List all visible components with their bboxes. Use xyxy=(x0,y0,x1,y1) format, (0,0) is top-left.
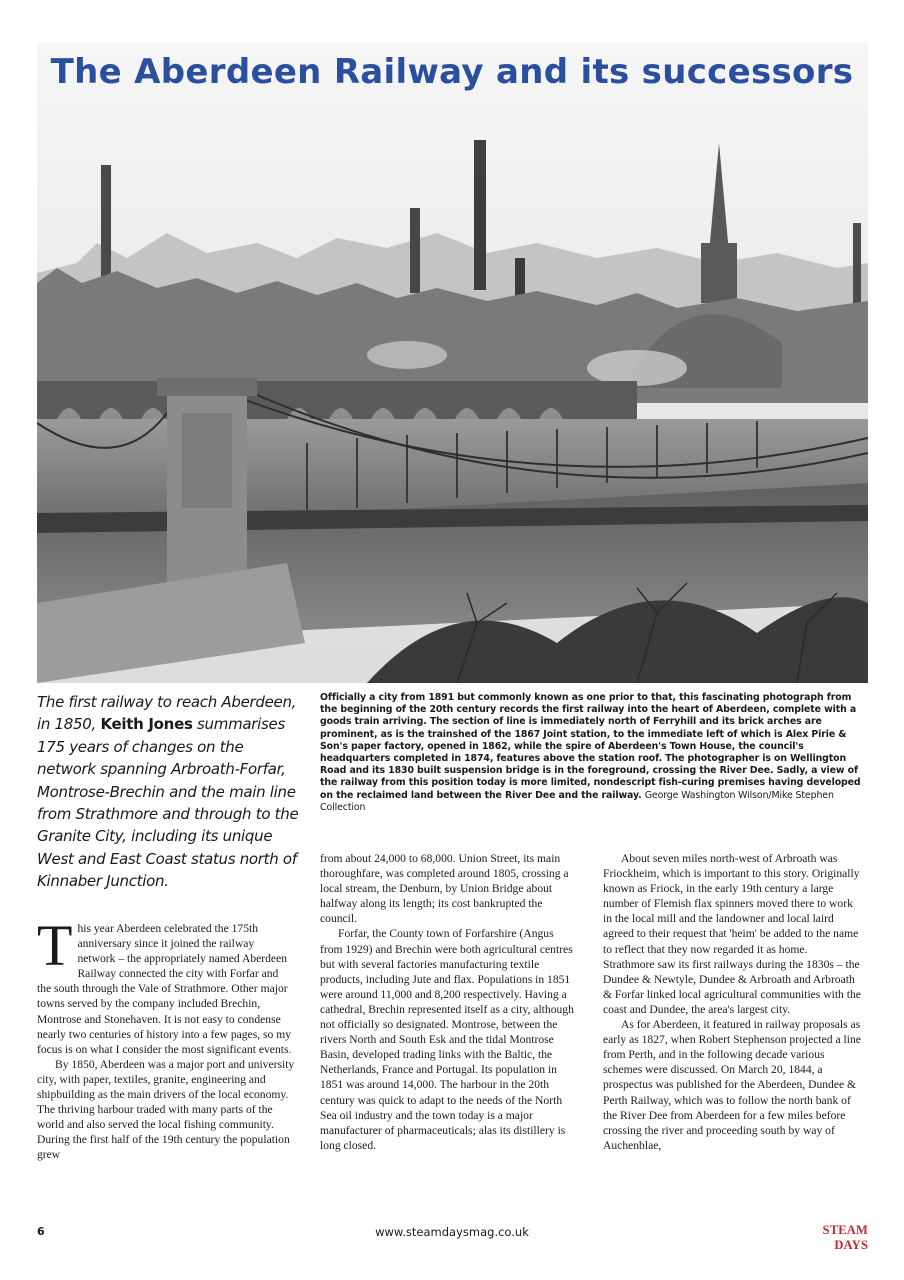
drop-cap: T xyxy=(37,913,73,978)
body-column-1 xyxy=(37,913,295,1163)
body-column-2 xyxy=(320,851,578,1153)
website-url[interactable]: www.steamdaysmag.co.uk xyxy=(375,1225,529,1239)
standfirst-intro: The first railway to reach Aberdeen, in 1850, xyxy=(37,693,297,734)
caption-text: Officially a city from 1891 but commonly known as one prior to that, this fascinating photograph from the beginning of the 20th century records the first railway into the heart of Aberdeen, complete with a goods train arriving. The section of line is immediately north of Ferryhill and its brick arches are prominent, as is the trainshed of the 1867 Joint station, to the immediate left of which is Alex Pirie & Son's paper factory, opened in 1862, while the spire of Aberdeen's Town House, the council's headquarters completed in 1874, features above the station roof. The photographer is on Wellington Road and its 1830 built suspension bridge is in the foreground, crossing the River Dee. Sadly, a view of the railway from this position today is more limited, nondescript fish-curing premises having developed on the reclaimed land between the River Dee and the railway. xyxy=(320,692,861,801)
article-title: The Aberdeen Railway and its successors xyxy=(50,52,854,92)
body-paragraph: Forfar, the County town of Forfarshire (Angus from 1929) and Brechin were both agricultural centres but with several factories manufacturing textile products, including Jute and flax. Populations in 1851 were around 11,000 and 8,200 respectively. Having a cathedral, Brechin represented itself as a city, although not officially so designated. Montrose, between the rivers North and South Esk and the tidal Montrose Basin, developed trading links with the Baltic, the Netherlands, France and Portugal. Its population in 1851 was around 14,000. The harbour in the 20th century was quick to adapt to the needs of the North Sea oil industry and the town today is a major manufacturer of pharmaceuticals; alas its distillery is long closed. xyxy=(320,927,574,1152)
body-paragraph: from about 24,000 to 68,000. Union Street, its main thoroughfare, was completed around 1805, crossing a local stream, the Denburn, by Union Bridge about halfway along its length; its cost bankrupted the council. xyxy=(320,852,569,926)
photo-caption xyxy=(320,692,866,814)
standfirst-summary: summarises 175 years of changes on the network spanning Arbroath-Forfar, Montrose-Brechin and the main line from Strathmore and through to the Granite City, including its unique West and East Coast status north of Kinnaber Junction. xyxy=(37,715,299,891)
hero-photograph xyxy=(37,43,868,683)
body-paragraph: About seven miles north-west of Arbroath was Friockheim, which is important to this story. Originally known as Friock, in the early 19th century a large number of Flemish flax spinners moved there to work in the local mill and the landowner and local laird agreed to their request that 'heim' be added to the name to reflect that they now regarded it as home. Strathmore saw its first railways during the 1830s – the Dundee & Newtyle, Dundee & Arbroath and Arbroath & Forfar linked local agricultural communities with the coast and Dundee, the area's largest city. xyxy=(603,852,861,1016)
author-name: Keith Jones xyxy=(100,715,193,734)
page-number: 6 xyxy=(37,1225,45,1238)
body-column-3 xyxy=(603,851,861,1153)
magazine-brand-logo: STEAM DAYS xyxy=(822,1223,868,1252)
photo-credit: George Washington Wilson/Mike Stephen Collection xyxy=(320,789,834,813)
aberdeen-railway-photo-illustration xyxy=(37,43,868,683)
body-paragraph: By 1850, Aberdeen was a major port and university city, with paper, textiles, granite, engineering and shipbuilding as the main drivers of the local economy. The thriving harbour traded with many parts of the world and also served the local fishing community. During the first half of the 19th century the population grew xyxy=(37,1057,295,1162)
standfirst xyxy=(37,691,302,893)
body-paragraph: As for Aberdeen, it featured in railway proposals as early as 1827, when Robert Stephenson projected a line from Perth, and in the following decade various schemes were discussed. On March 20, 1844, a prospectus was published for the Aberdeen, Dundee & Perth Railway, which was to follow the north bank of the River Dee from Aberdeen for a few miles before crossing the river and proceeding south by way of Auchenblae, xyxy=(603,1018,861,1152)
body-paragraph: This year Aberdeen celebrated the 175th anniversary since it joined the railway network – the appropriately named Aberdeen Railway connected the city with Forfar and the south through the Vale of Strathmore. Other major towns served by the company included Brechin, Montrose and Stonehaven. It is not easy to condense nearly two centuries of history into a few pages, so my focus is on what I consider the most significant events. xyxy=(37,913,292,1056)
